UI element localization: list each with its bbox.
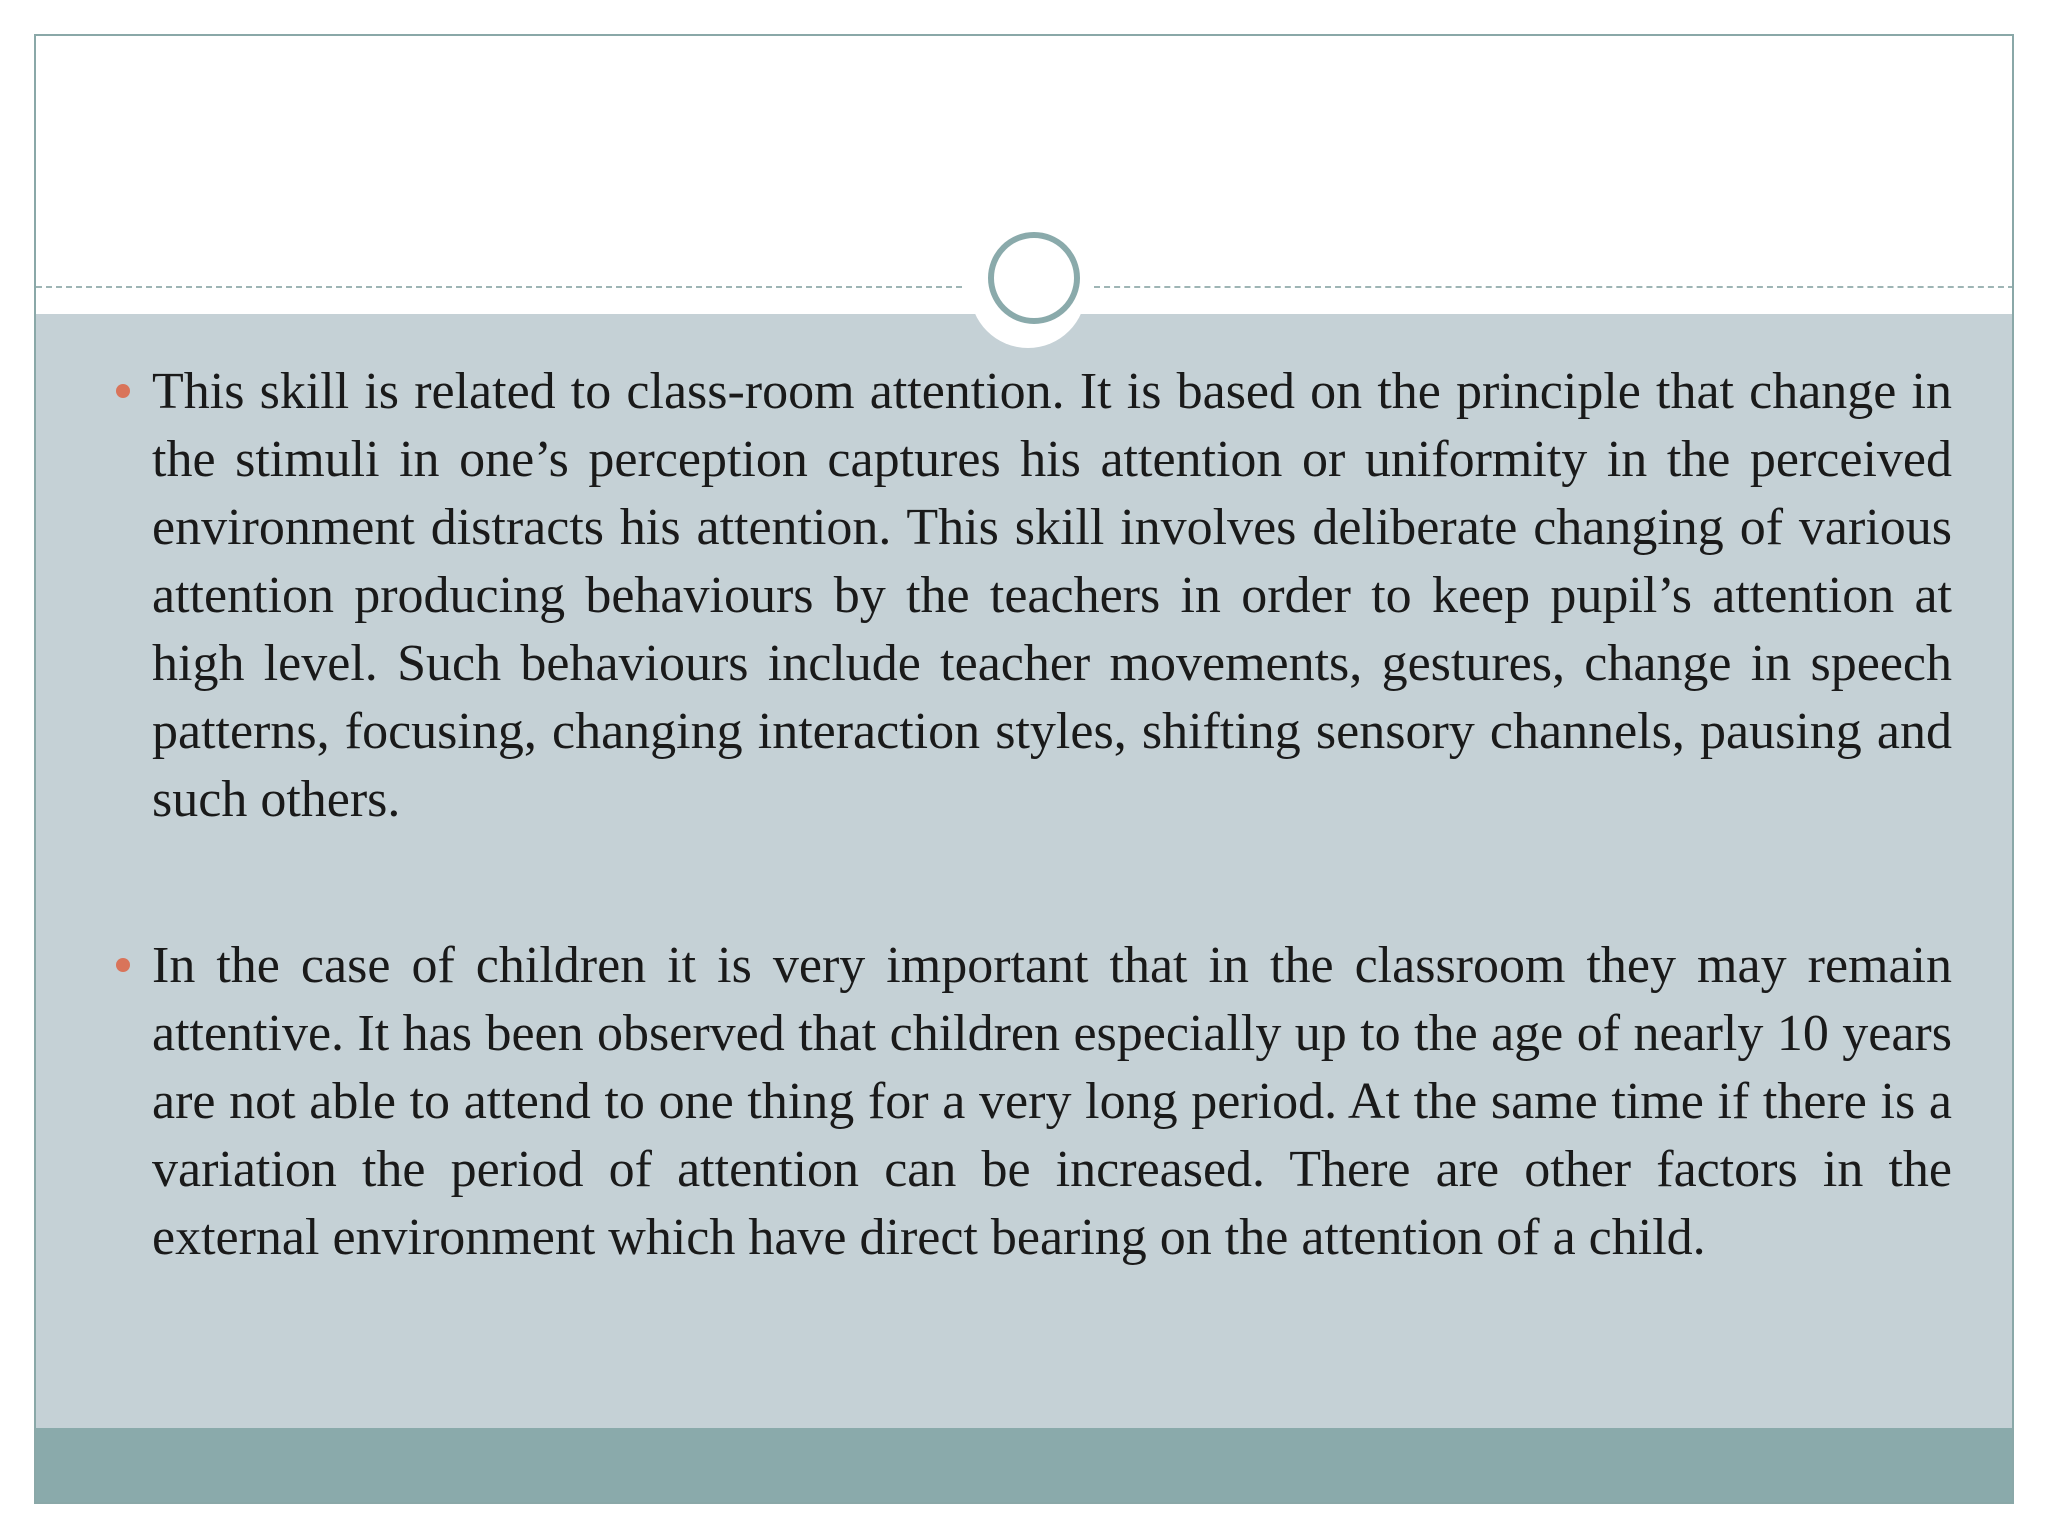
slide bbox=[34, 34, 2014, 1504]
bullet-text: This skill is related to class-room attention. It is based on the principle that change in the stimuli in one’s perception captures his attention or uniformity in the perceived environment distracts his attention. This skill involves deliberate changing of various attention producing behaviours by the teachers in order to keep pupil’s attention at high level. Such behaviours include teacher movements, gestures, change in speech patterns, focusing, changing interaction styles, shifting sensory channels, pausing and such others. bbox=[152, 363, 1952, 828]
divider-line-left bbox=[36, 286, 962, 288]
bullet-item-2 bbox=[152, 932, 1952, 1272]
divider-line-right bbox=[1094, 286, 2014, 288]
bullet-item-1 bbox=[152, 358, 1952, 834]
slide-footer-band bbox=[36, 1428, 2012, 1504]
circle-ornament-icon bbox=[988, 232, 1080, 324]
bullet-text: In the case of children it is very important that in the classroom they may remain attentive. It has been observed that children especially up to the age of nearly 10 years are not able to attend to one thing for a very long period. At the same time if there is a variation the period of attention can be increased. There are other factors in the external environment which have direct bearing on the attention of a child. bbox=[152, 937, 1952, 1266]
bullet-dot-icon bbox=[116, 958, 130, 972]
bullet-dot-icon bbox=[116, 384, 130, 398]
